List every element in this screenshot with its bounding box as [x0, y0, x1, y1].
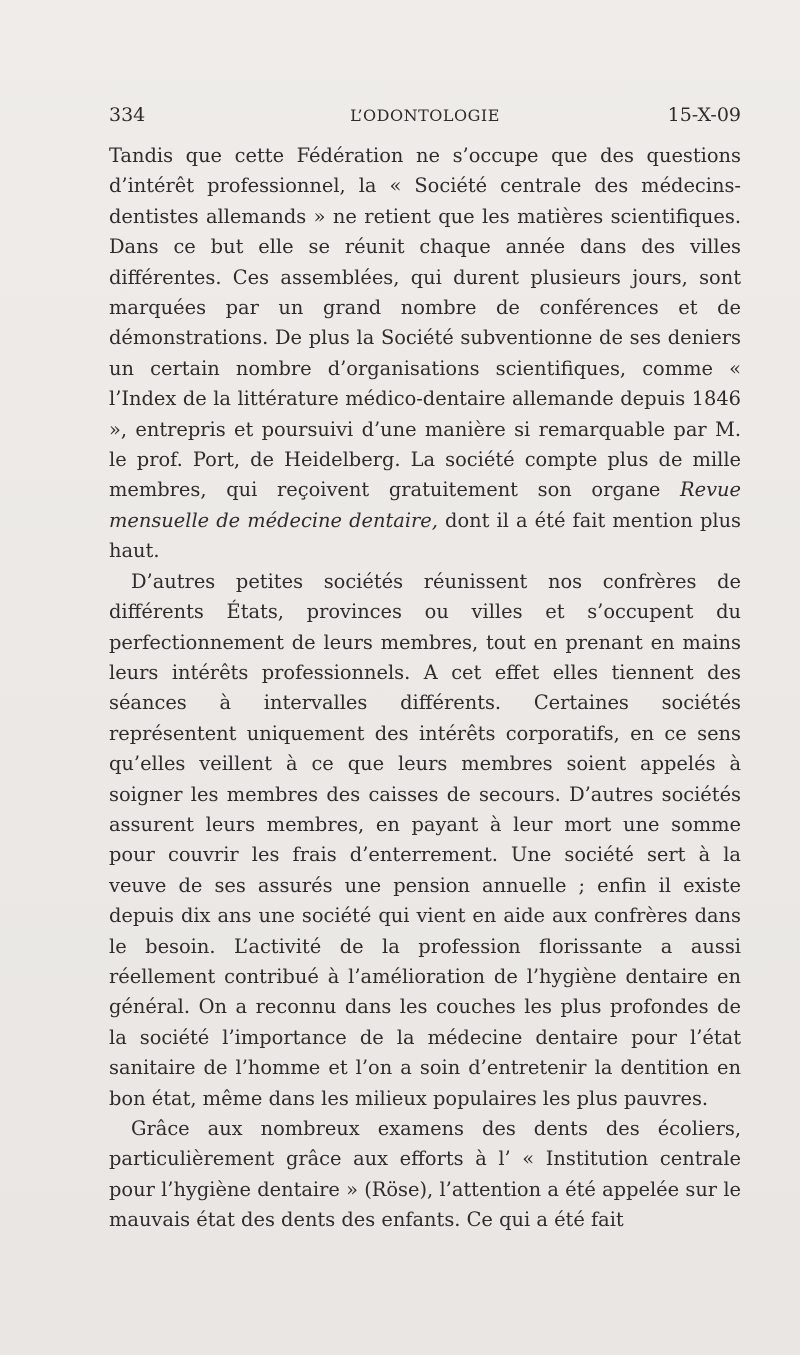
paragraph-1-text: Tandis que cette Fédération ne s’occupe que des questions d’intérêt professionnel, la « Société centrale des médecins-dentistes allemands » ne retient que les matières scientifiques. Dans ce but elle se réunit chaque année dans des villes différentes. Ces assemblées, qui durent plusieurs jours, sont marquées par un grand nombre de conférences et de démonstrations. De plus la Société subventionne de ses deniers un certain nombre d’organisations scientifiques, comme « l’Index de la littérature médico-dentaire allemande depuis 1846 », entrepris et poursuivi d’une manière si remarquable par M. le prof. Port, de Heidelberg. La société compte plus de mille membres, qui reçoivent gratuitement son organe: [109, 144, 741, 502]
paragraph-1: [109, 141, 741, 567]
paragraph-3: Grâce aux nombreux examens des dents des écoliers, particulièrement grâce aux efforts à l’ « Institution centrale pour l’hygiène dentaire » (Röse), l’attention a été appelée sur le mauvais état des dents des enfants. Ce qui a été fait: [109, 1117, 741, 1232]
body-text: [109, 141, 741, 1236]
paragraph-2: D’autres petites sociétés réunissent nos confrères de différents États, provinces ou villes et s’occupent du perfectionnement de leurs membres, tout en prenant en mains leurs intérêts professionnels. A cet effet elles tiennent des séances à intervalles différents. Certaines sociétés représentent uniquement des intérêts corporatifs, en ce sens qu’elles veillent à ce que leurs membres soient appelés à soigner les membres des caisses de secours. D’autres sociétés assurent leurs membres, en payant à leur mort une somme pour couvrir les frais d’enterrement. Une société sert à la veuve de ses assurés une pension annuelle ; enfin il existe depuis dix ans une société qui vient en aide aux confrères dans le besoin. L’activité de la profession florissante a aussi réellement contribué à l’amélioration de l’hygiène dentaire en général. On a reconnu dans les couches les plus profondes de la société l’importance de la médecine dentaire pour l’état sanitaire de l’homme et l’on a soin d’entretenir la dentition en bon état, même dans les milieux populaires les plus pauvres.: [109, 569, 741, 1110]
running-header: [109, 104, 741, 134]
journal-title-italic: Revue mensuelle de médecine dentaire,: [109, 478, 741, 532]
page-number: 334: [109, 104, 146, 126]
running-title: L’ODONTOLOGIE: [350, 106, 500, 125]
issue-date: 15-X-09: [667, 104, 741, 126]
paragraph-1-end: dont il a été fait mention plus haut.: [109, 508, 742, 563]
